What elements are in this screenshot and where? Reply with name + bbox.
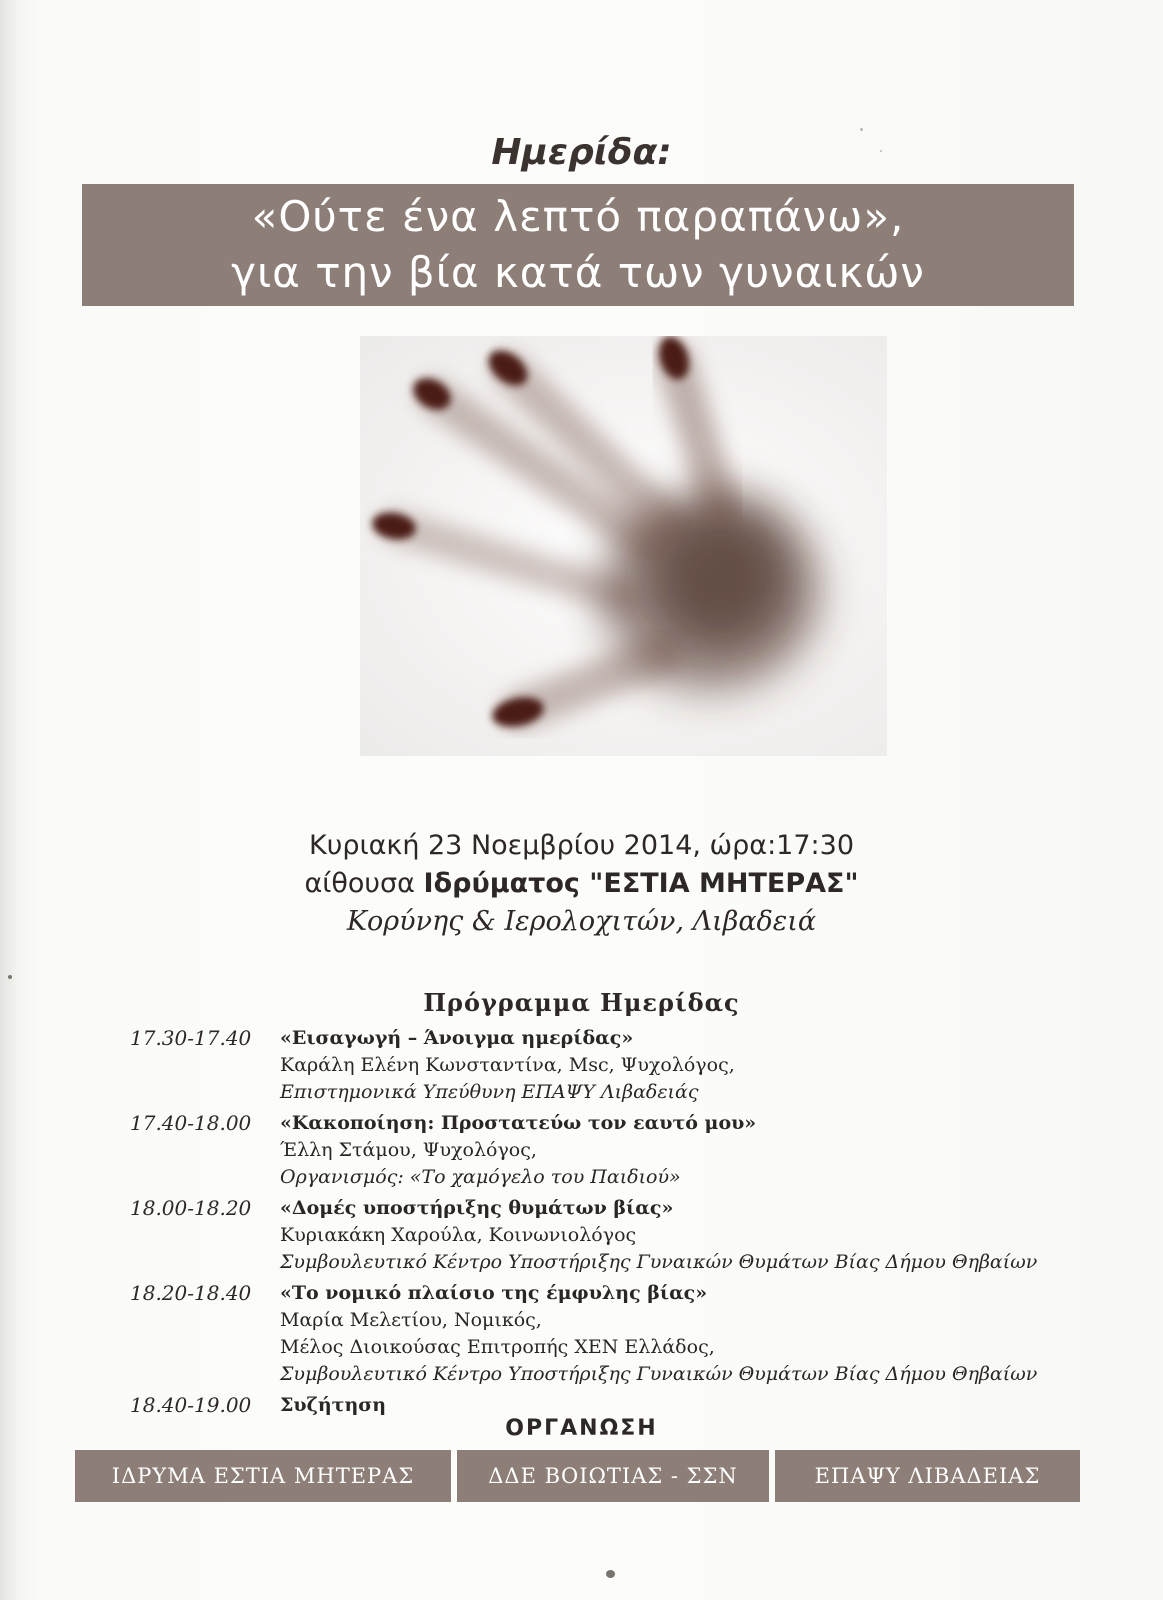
program-slot (130, 1110, 1090, 1191)
program-slot (130, 1280, 1090, 1388)
slot-time: 17.40-18.00 (130, 1111, 252, 1135)
blurred-hand-icon (360, 336, 887, 756)
slot-body (280, 1025, 1090, 1106)
event-address: Κορύνης & Ιερολοχιτών, Λιβαδειά (346, 906, 817, 937)
slot-body (280, 1280, 1090, 1388)
scan-speck (8, 975, 12, 979)
slot-time: 18.40-19.00 (130, 1393, 252, 1417)
speaker-line: Έλλη Στάμου, Ψυχολόγος, (280, 1139, 537, 1161)
program-list (130, 1025, 1090, 1423)
program-title: Πρόγραμμα Ημερίδας (423, 988, 740, 1017)
organizer-box: ΔΔΕ ΒΟΙΩΤΙΑΣ - ΣΣΝ (457, 1450, 769, 1502)
event-kicker: Ημερίδα: (491, 132, 672, 173)
slot-title: «Εισαγωγή – Άνοιγμα ημερίδας» (280, 1027, 634, 1049)
slot-title: «Κακοποίηση: Προστατεύω τον εαυτό μου» (280, 1112, 757, 1134)
scan-speck (880, 150, 882, 152)
title-line-2: για την βία κατά των γυναικών (231, 248, 925, 297)
speaker-line: Κυριακάκη Χαρούλα, Κοινωνιολόγος (280, 1224, 637, 1246)
slot-time: 17.30-17.40 (130, 1026, 252, 1050)
slot-title: Συζήτηση (280, 1394, 387, 1416)
slot-body (280, 1392, 1090, 1419)
role-line: Μέλος Διοικούσας Επιτροπής ΧΕΝ Ελλάδος, (280, 1336, 715, 1358)
scan-speck (860, 128, 863, 131)
organizers-title: ΟΡΓΑΝΩΣΗ (505, 1416, 658, 1441)
program-slot (130, 1195, 1090, 1276)
speaker-line: Μαρία Μελετίου, Νομικός, (280, 1309, 542, 1331)
slot-time: 18.20-18.40 (130, 1281, 252, 1305)
affiliation-line: Συμβουλευτικό Κέντρο Υποστήριξης Γυναικών Θυμάτων Βίας Δήμου Θηβαίων (280, 1251, 1038, 1273)
slot-body (280, 1195, 1090, 1276)
title-line-1: «Ούτε ένα λεπτό παραπάνω», (251, 192, 905, 241)
organizers-row (75, 1450, 1080, 1502)
slot-title: «Δομές υποστήριξης θυμάτων βίας» (280, 1197, 674, 1219)
program-slot (130, 1025, 1090, 1106)
organizer-box: ΕΠΑΨΥ ΛΙΒΑΔΕΙΑΣ (775, 1450, 1080, 1502)
title-band (82, 184, 1074, 306)
affiliation-line: Επιστημονικά Υπεύθυνη ΕΠΑΨΥ Λιβαδειάς (280, 1081, 699, 1103)
event-venue (0, 868, 1163, 899)
slot-title: «Το νομικό πλαίσιο της έμφυλης βίας» (280, 1282, 708, 1304)
affiliation-line: Συμβουλευτικό Κέντρο Υποστήριξης Γυναικών Θυμάτων Βίας Δήμου Θηβαίων (280, 1363, 1038, 1385)
hand-illustration (360, 336, 887, 756)
organizer-box: ΙΔΡΥΜΑ ΕΣΤΙΑ ΜΗΤΕΡΑΣ (75, 1450, 451, 1502)
event-date: Κυριακή 23 Νοεμβρίου 2014, ώρα:17:30 (309, 830, 854, 861)
scan-edge (0, 0, 18, 1600)
affiliation-line: Οργανισμός: «Το χαμόγελο του Παιδιού» (280, 1166, 681, 1188)
slot-body (280, 1110, 1090, 1191)
slot-time: 18.00-18.20 (130, 1196, 252, 1220)
venue-prefix: αίθουσα (304, 868, 424, 899)
program-slot (130, 1392, 1090, 1419)
venue-name: Ιδρύματος "ΕΣΤΙΑ ΜΗΤΕΡΑΣ" (423, 868, 859, 899)
scan-speck (606, 1570, 615, 1578)
speaker-line: Καράλη Ελένη Κωνσταντίνα, Msc, Ψυχολόγος, (280, 1054, 735, 1076)
